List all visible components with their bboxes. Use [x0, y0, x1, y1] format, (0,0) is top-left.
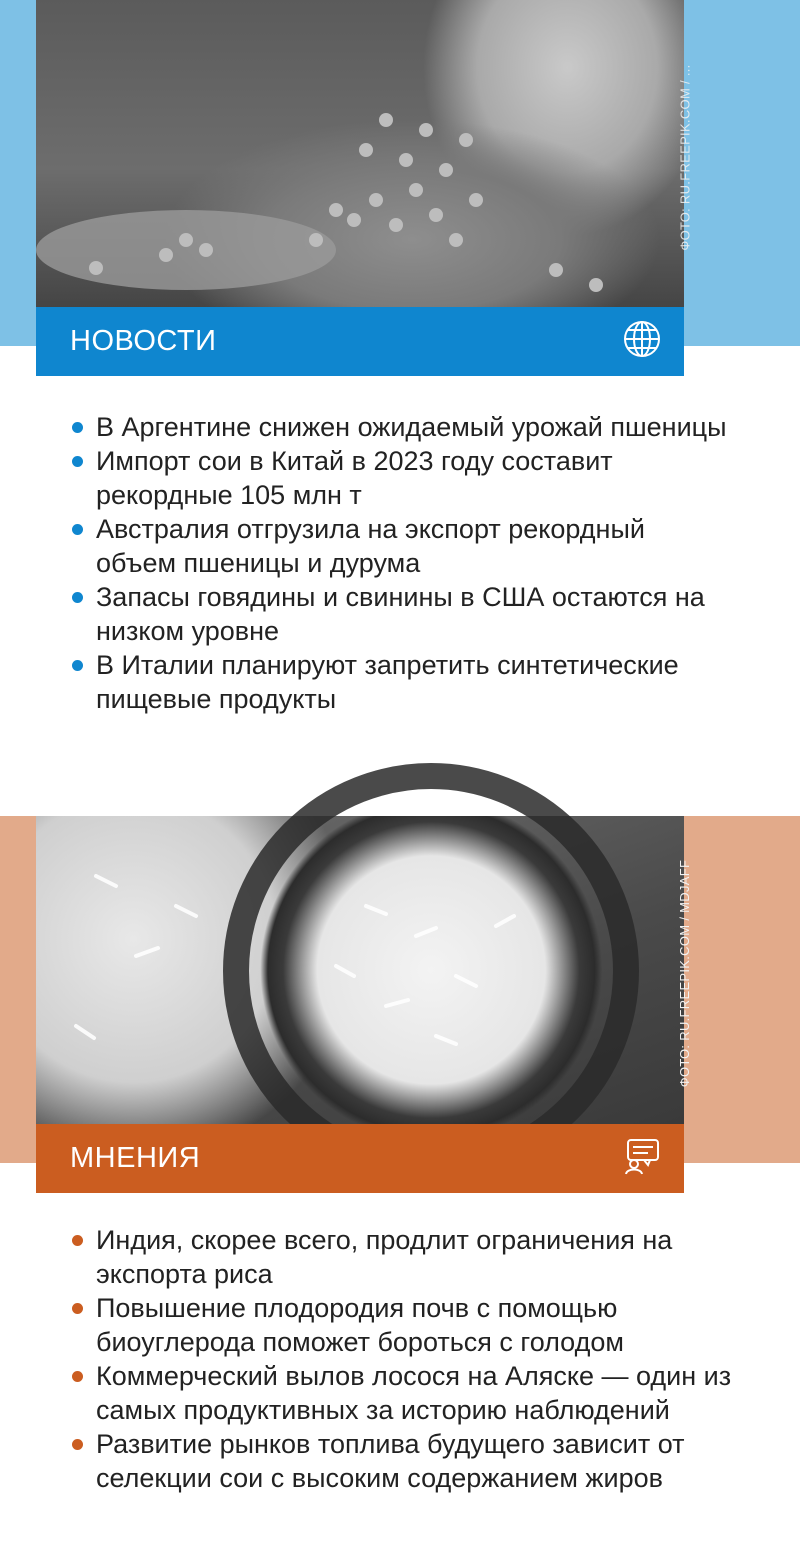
list-item[interactable]: [72, 410, 732, 444]
list-item-text: Развитие рынков топлива будущего зависит от селекции сои с высоким содержанием жиров: [96, 1429, 685, 1493]
list-item[interactable]: [72, 648, 732, 716]
list-item-text: В Италии планируют запретить синтетические пищевые продукты: [96, 650, 679, 714]
list-item-text: Коммерческий вылов лосося на Аляске — один из самых продуктивных за историю наблюдений: [96, 1361, 732, 1425]
soybeans-photo: [36, 0, 693, 307]
opinions-list: [72, 1223, 732, 1495]
soybeans-illustration: [36, 0, 684, 307]
list-item-text: Запасы говядины и свинины в США остаются на низком уровне: [96, 582, 705, 646]
bullet-icon: [72, 1235, 83, 1246]
list-item-text: Повышение плодородия почв с помощью биоуглерода поможет бороться с голодом: [96, 1293, 624, 1357]
rice-photo: [36, 816, 692, 1124]
photo-credit: ФОТО: RU.FREEPIK.COM / ...: [677, 64, 693, 251]
chat-person-icon: [622, 1136, 662, 1181]
bullet-icon: [72, 422, 83, 433]
rice-illustration: [36, 816, 684, 1124]
list-item-text: Импорт сои в Китай в 2023 году составит рекордные 105 млн т: [96, 446, 613, 510]
list-item[interactable]: [72, 1359, 732, 1427]
list-item[interactable]: [72, 1427, 732, 1495]
bullet-icon: [72, 660, 83, 671]
list-item-text: Индия, скорее всего, продлит ограничения на экспорта риса: [96, 1225, 673, 1289]
photo-credit: ФОТО: RU.FREEPIK.COM / MDJAFF: [676, 859, 692, 1088]
list-item[interactable]: [72, 1223, 732, 1291]
list-item-text: Австралия отгрузила на экспорт рекордный объем пшеницы и дурума: [96, 514, 645, 578]
list-item[interactable]: [72, 1291, 732, 1359]
bullet-icon: [72, 456, 83, 467]
bullet-icon: [72, 1371, 83, 1382]
news-list: [72, 410, 732, 716]
list-item[interactable]: [72, 512, 732, 580]
opinions-section-title: МНЕНИЯ: [70, 1142, 201, 1174]
opinions-section-header: [36, 1124, 684, 1193]
bullet-icon: [72, 524, 83, 535]
bullet-icon: [72, 1303, 83, 1314]
bullet-icon: [72, 592, 83, 603]
news-section-title: НОВОСТИ: [70, 325, 217, 357]
globe-icon: [622, 319, 662, 364]
list-item[interactable]: [72, 580, 732, 648]
list-item-text: В Аргентине снижен ожидаемый урожай пшеницы: [96, 412, 727, 442]
news-section-header: [36, 307, 684, 376]
bullet-icon: [72, 1439, 83, 1450]
list-item[interactable]: [72, 444, 732, 512]
